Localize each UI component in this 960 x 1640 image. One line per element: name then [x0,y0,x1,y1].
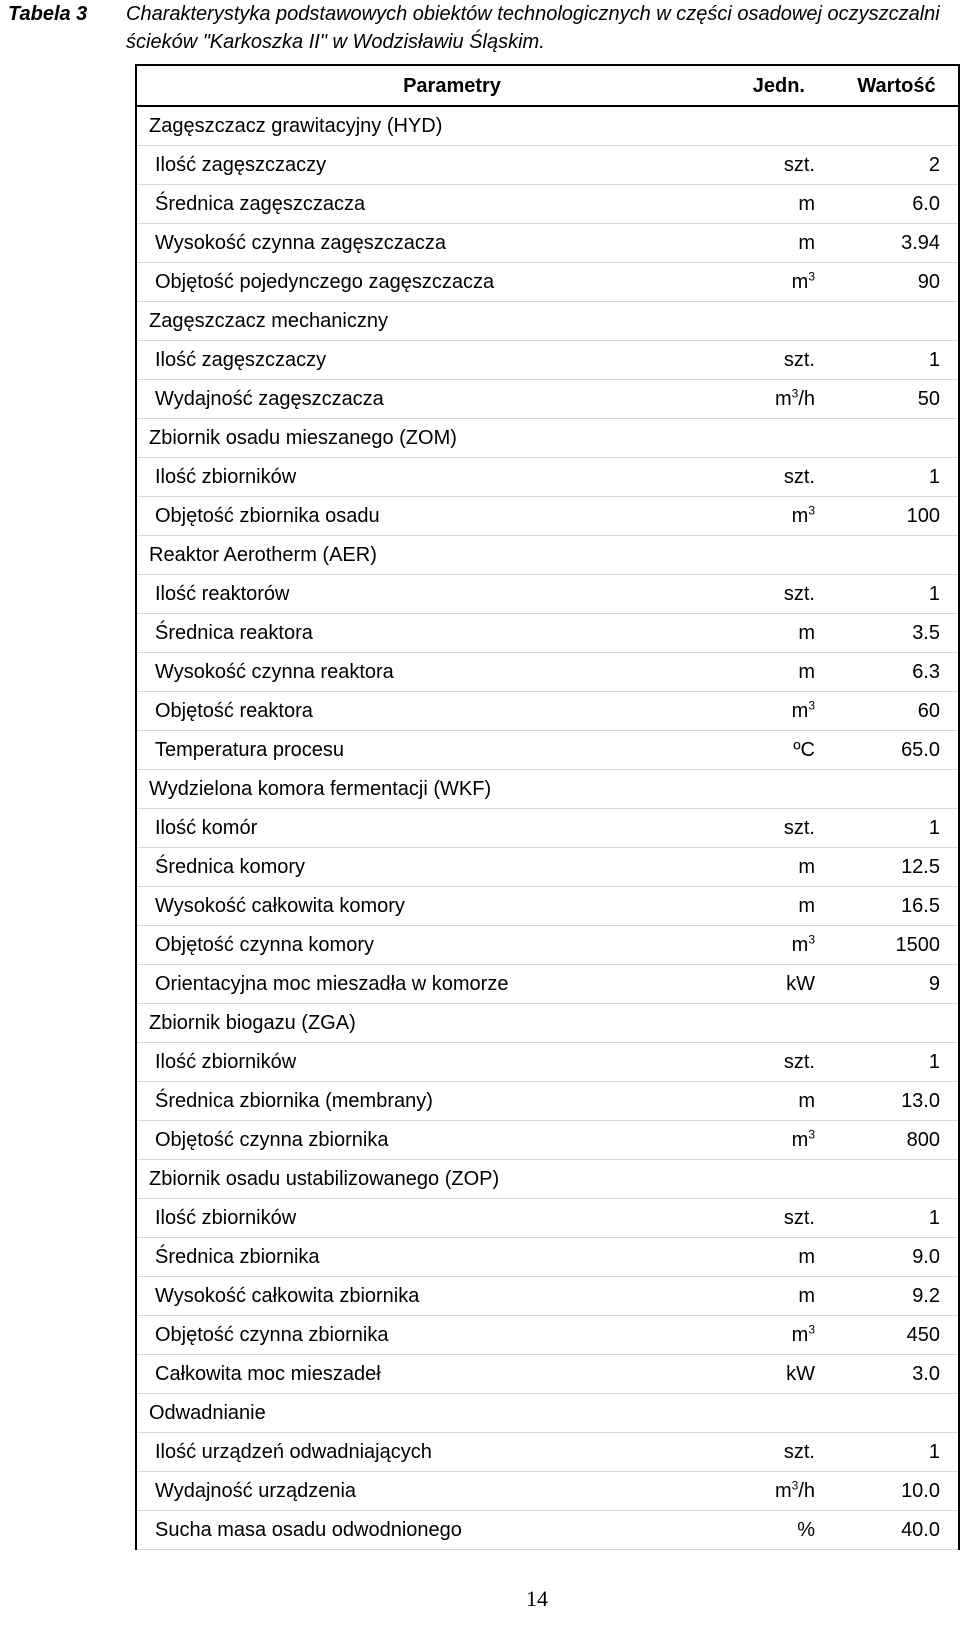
table-row [136,925,959,964]
value-cell: 60 [835,691,959,730]
unit-base: m [774,387,792,410]
unit-cell [707,1471,835,1510]
table-row [136,1081,959,1120]
unit-base: m [798,855,815,878]
table-row [136,1432,959,1471]
parameter-name: Objętość zbiornika osadu [136,496,707,535]
unit-base: szt. [783,153,815,176]
unit-cell [707,1354,835,1393]
unit-base: szt. [783,1206,815,1229]
value-cell: 13.0 [835,1081,959,1120]
parameter-name: Ilość reaktorów [136,574,707,613]
value-cell [835,769,959,808]
section-title: Odwadnianie [136,1393,707,1432]
unit-cell [707,847,835,886]
table-row [136,340,959,379]
unit-base: szt. [783,582,815,605]
header-parametry: Parametry [136,65,707,106]
parameter-name: Wysokość całkowita komory [136,886,707,925]
value-cell: 1 [835,1198,959,1237]
section-title: Zagęszczacz grawitacyjny (HYD) [136,106,707,145]
unit-cell [707,574,835,613]
section-row [136,106,959,145]
parameter-name: Średnica zbiornika [136,1237,707,1276]
table-row [136,223,959,262]
unit-cell [707,418,835,457]
table-row [136,691,959,730]
parameter-name: Średnica zagęszczacza [136,184,707,223]
parameter-name: Średnica komory [136,847,707,886]
unit-base: m [791,1323,809,1346]
unit-cell [707,1315,835,1354]
table-row [136,1354,959,1393]
section-row [136,535,959,574]
parameter-name: Objętość pojedynczego zagęszczacza [136,262,707,301]
section-row [136,1159,959,1198]
section-row [136,418,959,457]
unit-base: m [798,621,815,644]
value-cell: 1 [835,1432,959,1471]
value-cell [835,535,959,574]
unit-cell [707,106,835,145]
parameter-name: Orientacyjna moc mieszadła w komorze [136,964,707,1003]
unit-base: m [798,192,815,215]
table-row [136,262,959,301]
value-cell: 10.0 [835,1471,959,1510]
table-header-row [136,65,959,106]
caption-text: Charakterystyka podstawowych obiektów technologicznych w części osadowej oczyszczalni ścieków "Karkoszka II" w Wodzisławiu Śląskim. [126,3,940,53]
unit-cell [707,808,835,847]
table-row [136,1471,959,1510]
unit-base: m [798,1284,815,1307]
unit-base: szt. [783,348,815,371]
unit-cell [707,1393,835,1432]
unit-exponent: 3 [808,268,815,283]
section-row [136,769,959,808]
value-cell: 9.0 [835,1237,959,1276]
unit-cell [707,1237,835,1276]
unit-exponent: 3 [791,385,799,400]
value-cell [835,1159,959,1198]
parameter-name: Objętość czynna komory [136,925,707,964]
unit-cell [707,1003,835,1042]
value-cell: 90 [835,262,959,301]
section-title: Zagęszczacz mechaniczny [136,301,707,340]
parameter-name: Ilość zbiorników [136,1198,707,1237]
unit-cell [707,145,835,184]
unit-base: % [797,1518,815,1541]
section-title: Zbiornik osadu mieszanego (ZOM) [136,418,707,457]
unit-cell [707,1432,835,1471]
parameter-name: Ilość zagęszczaczy [136,145,707,184]
unit-exponent: 3 [808,697,815,712]
value-cell: 3.5 [835,613,959,652]
unit-base: szt. [783,465,815,488]
unit-cell [707,730,835,769]
unit-cell [707,964,835,1003]
unit-cell [707,886,835,925]
parameter-name: Wysokość całkowita zbiornika [136,1276,707,1315]
unit-cell [707,1276,835,1315]
section-row [136,301,959,340]
value-cell [835,301,959,340]
unit-base: m [798,1089,815,1112]
parameter-name: Objętość reaktora [136,691,707,730]
unit-base: m [798,660,815,683]
table-row [136,730,959,769]
unit-cell [707,535,835,574]
table-row [136,964,959,1003]
unit-base: m [791,699,809,722]
value-cell: 6.0 [835,184,959,223]
table-row [136,1276,959,1315]
header-wartosc: Wartość [835,65,959,106]
value-cell: 6.3 [835,652,959,691]
unit-exponent: 3 [791,1477,799,1492]
unit-cell [707,301,835,340]
unit-base: szt. [783,816,815,839]
parameter-name: Ilość zbiorników [136,1042,707,1081]
table-row [136,847,959,886]
value-cell: 3.0 [835,1354,959,1393]
unit-base: m [798,1245,815,1268]
table-row [136,496,959,535]
unit-cell [707,1081,835,1120]
section-title: Wydzielona komora fermentacji (WKF) [136,769,707,808]
value-cell [835,418,959,457]
parameter-name: Ilość zagęszczaczy [136,340,707,379]
unit-base: szt. [783,1050,815,1073]
section-row [136,1393,959,1432]
parameter-name: Objętość czynna zbiornika [136,1120,707,1159]
unit-exponent: 3 [808,1126,815,1141]
value-cell: 16.5 [835,886,959,925]
parameter-name: Wydajność urządzenia [136,1471,707,1510]
table-row [136,379,959,418]
unit-base: m [791,933,809,956]
table-row [136,808,959,847]
section-title: Zbiornik osadu ustabilizowanego (ZOP) [136,1159,707,1198]
unit-cell [707,457,835,496]
value-cell: 12.5 [835,847,959,886]
value-cell: 800 [835,1120,959,1159]
value-cell [835,106,959,145]
parameter-name: Ilość komór [136,808,707,847]
unit-cell [707,691,835,730]
table-row [136,652,959,691]
header-jedn: Jedn. [707,65,835,106]
unit-cell [707,652,835,691]
unit-suffix: /h [798,1479,815,1502]
value-cell [835,1003,959,1042]
parameters-table [135,64,960,1550]
unit-cell [707,379,835,418]
value-cell [835,1393,959,1432]
unit-base: m [798,231,815,254]
table-row [136,574,959,613]
unit-suffix: /h [798,387,815,410]
value-cell: 450 [835,1315,959,1354]
parameter-name: Średnica reaktora [136,613,707,652]
section-title: Reaktor Aerotherm (AER) [136,535,707,574]
value-cell: 1 [835,808,959,847]
unit-base: kW [786,972,815,995]
unit-cell [707,223,835,262]
table-row [136,613,959,652]
unit-exponent: 3 [808,502,815,517]
parameter-name: Wydajność zagęszczacza [136,379,707,418]
table-body [136,106,959,1549]
unit-base: m [791,504,809,527]
table-row [136,1510,959,1549]
parameter-name: Wysokość czynna reaktora [136,652,707,691]
value-cell: 3.94 [835,223,959,262]
table-row [136,1120,959,1159]
unit-cell [707,769,835,808]
unit-base: m [791,1128,809,1151]
caption-label: Tabela 3 [8,3,88,25]
value-cell: 1 [835,574,959,613]
parameter-name: Objętość czynna zbiornika [136,1315,707,1354]
table-row [136,145,959,184]
value-cell: 1 [835,340,959,379]
unit-cell [707,1198,835,1237]
value-cell: 50 [835,379,959,418]
value-cell: 9 [835,964,959,1003]
unit-cell [707,1510,835,1549]
unit-base: kW [786,1362,815,1385]
table-row [136,1198,959,1237]
parameter-name: Ilość urządzeń odwadniających [136,1432,707,1471]
parameter-name: Średnica zbiornika (membrany) [136,1081,707,1120]
table-row [136,886,959,925]
value-cell: 40.0 [835,1510,959,1549]
table-row [136,1042,959,1081]
parameter-name: Temperatura procesu [136,730,707,769]
unit-cell [707,340,835,379]
unit-cell [707,925,835,964]
value-cell: 9.2 [835,1276,959,1315]
parameter-name: Wysokość czynna zagęszczacza [136,223,707,262]
value-cell: 100 [835,496,959,535]
value-cell: 1 [835,457,959,496]
unit-base: m [774,1479,792,1502]
section-title: Zbiornik biogazu (ZGA) [136,1003,707,1042]
unit-cell [707,1042,835,1081]
unit-base: m [791,270,809,293]
unit-base: ºC [793,738,815,761]
parameter-name: Ilość zbiorników [136,457,707,496]
table-row [136,1237,959,1276]
unit-cell [707,262,835,301]
value-cell: 65.0 [835,730,959,769]
parameter-name: Całkowita moc mieszadeł [136,1354,707,1393]
unit-cell [707,184,835,223]
unit-cell [707,1159,835,1198]
parameter-name: Sucha masa osadu odwodnionego [136,1510,707,1549]
unit-base: szt. [783,1440,815,1463]
table-row [136,184,959,223]
unit-cell [707,496,835,535]
value-cell: 1500 [835,925,959,964]
unit-base: m [798,894,815,917]
unit-cell [707,1120,835,1159]
unit-exponent: 3 [808,1321,815,1336]
unit-cell [707,613,835,652]
table-row [136,1315,959,1354]
value-cell: 2 [835,145,959,184]
page-number: 14 [526,1586,548,1611]
value-cell: 1 [835,1042,959,1081]
section-row [136,1003,959,1042]
table-row [136,457,959,496]
unit-exponent: 3 [808,931,815,946]
